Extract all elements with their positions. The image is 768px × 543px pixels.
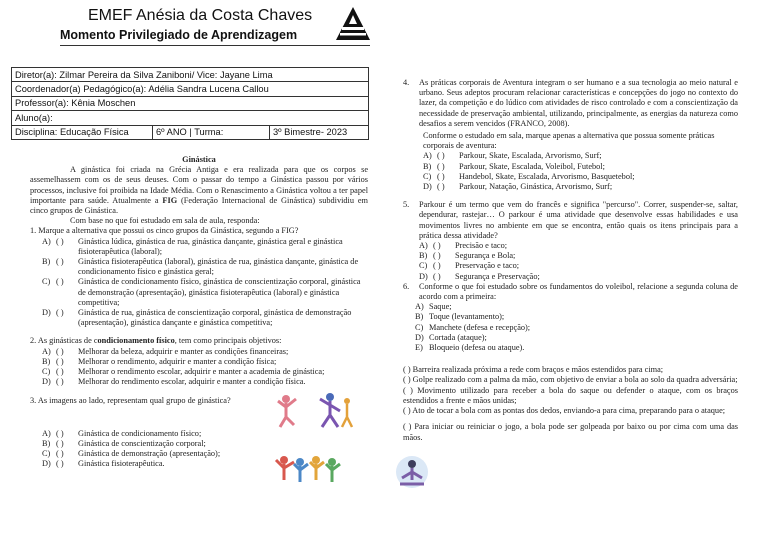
option-letter: C) xyxy=(419,261,428,271)
question-6 xyxy=(403,282,738,302)
option-letter: B) xyxy=(423,161,432,171)
answer-option[interactable] xyxy=(403,302,738,312)
option-letter: D) xyxy=(419,271,428,281)
option-text: Handebol, Skate, Escalada, Arvorismo, Basquetebol; xyxy=(459,171,635,181)
answer-option[interactable] xyxy=(30,429,270,439)
match-item[interactable]: ( ) Movimento utilizado para receber a bola do saque ou defender o ataque, com os braços estendidos a frente e mãos unidas; xyxy=(403,385,738,405)
gymnastics-illustration-top xyxy=(272,387,372,437)
option-letter: C) xyxy=(42,277,51,287)
option-text: Parkour, Natação, Ginástica, Arvorismo, Surf; xyxy=(459,182,613,192)
answer-option[interactable] xyxy=(30,449,270,459)
option-text: Ginástica lúdica, ginástica de rua, ginástica dançante, ginástica geral e ginástica fisioterapêutica (laboral); xyxy=(78,236,343,256)
question-4-prompt: Conforme o estudado em sala, marque apenas a alternativa que possua somente práticas corporais de aventura: xyxy=(423,131,715,151)
director-cell: Diretor(a): Zilmar Pereira da Silva Zaniboni/ Vice: Jayane Lima xyxy=(12,68,369,82)
option-letter: D) xyxy=(42,377,51,387)
gymnastics-illustration-bottom xyxy=(272,450,437,500)
option-checkbox[interactable]: ( ) xyxy=(56,438,64,448)
teacher-cell: Professor(a): Kênia Moschen xyxy=(12,96,369,110)
right-column xyxy=(403,78,738,443)
option-text: Cortada (ataque); xyxy=(429,332,487,342)
option-text: Manchete (defesa e recepção); xyxy=(429,322,531,332)
answer-option[interactable] xyxy=(30,257,368,277)
meditation-figure xyxy=(396,456,428,488)
match-item[interactable]: ( ) Para iniciar ou reiniciar o jogo, a bola pode ser golpeada por baixo ou por cima com uma das mãos. xyxy=(403,422,738,442)
intro-text-1: A ginástica foi criada na Grécia Antiga e era realizada para que os corpos se assemelhassem com os de seus deuses. Com o passar do tempo a Ginástica passou por vários processos, inclusive foi proibida na Idade Média. Com o Renascimento a Ginástica voltou a ter papel importante para saúde. Atualmente a xyxy=(30,165,368,205)
option-checkbox[interactable]: ( ) xyxy=(433,251,441,261)
option-letter: B) xyxy=(419,251,428,261)
question-6-match-list xyxy=(403,365,738,442)
question-2-text-a: 2. As ginásticas de c xyxy=(30,336,98,346)
question-6-items xyxy=(403,302,738,353)
option-checkbox[interactable]: ( ) xyxy=(437,151,445,161)
question-6-text: Conforme o que foi estudado sobre os fundamentos do voleibol, relacione a segunda coluna de acordo com a primeira: xyxy=(419,281,738,302)
question-2-text-b: , tem como principais objetivos: xyxy=(174,336,282,346)
answer-option[interactable] xyxy=(30,277,368,308)
option-letter: C) xyxy=(423,171,432,181)
answer-option[interactable] xyxy=(403,323,738,333)
school-logo-icon xyxy=(334,5,372,43)
term-cell: 3º Bimestre- 2023 xyxy=(270,125,369,139)
option-text: Melhorar da beleza, adquirir e manter as condições financeiras; xyxy=(78,346,289,356)
answer-option[interactable] xyxy=(30,237,368,257)
answer-option[interactable] xyxy=(30,357,340,367)
option-letter: E) xyxy=(415,343,423,353)
base-instruction: Com base no que foi estudado em sala de aula, responda: xyxy=(70,216,260,226)
option-checkbox[interactable]: ( ) xyxy=(56,277,64,287)
option-text: Parkour, Skate, Escalada, Voleibol, Futebol; xyxy=(459,161,605,171)
option-text: Melhorar o rendimento, adquirir e manter a condição física; xyxy=(78,356,277,366)
option-checkbox[interactable]: ( ) xyxy=(56,367,64,377)
option-checkbox[interactable]: ( ) xyxy=(56,459,64,469)
question-1-options xyxy=(30,237,368,329)
option-letter: D) xyxy=(415,332,424,342)
option-letter: A) xyxy=(42,428,51,438)
option-text: Ginástica de demonstração (apresentação); xyxy=(78,449,221,459)
option-text: Ginástica fisioterapêutica (laboral), ginástica de rua, ginástica dançante, ginástica de condicionamento físico e ginástica geral; xyxy=(78,257,359,277)
answer-option[interactable] xyxy=(411,182,738,192)
option-checkbox[interactable]: ( ) xyxy=(433,271,441,281)
option-letter: B) xyxy=(42,257,51,267)
option-letter: B) xyxy=(415,312,424,322)
answer-option[interactable] xyxy=(30,347,340,357)
group-dance-figures xyxy=(276,456,340,482)
match-item[interactable]: ( ) Barreira realizada próxima a rede com braços e mãos estendidos para cima; xyxy=(403,365,664,375)
option-text: Segurança e Preservação; xyxy=(455,271,540,281)
option-letter: A) xyxy=(42,236,51,246)
question-4-number: 4. xyxy=(403,78,410,87)
question-4-options xyxy=(403,151,738,192)
option-text: Ginástica de condicionamento físico; xyxy=(78,428,202,438)
option-letter: B) xyxy=(42,438,51,448)
option-letter: C) xyxy=(42,449,51,459)
intro-text-2: (Federação Internacional de Ginástica) subdividiu em cinco grupos de Ginástica. xyxy=(30,195,368,216)
answer-option[interactable] xyxy=(403,312,738,322)
option-text: Saque; xyxy=(429,302,452,312)
option-checkbox[interactable]: ( ) xyxy=(56,236,64,246)
option-letter: D) xyxy=(42,308,51,318)
option-checkbox[interactable]: ( ) xyxy=(56,356,64,366)
option-text: Melhorar do rendimento escolar, adquirir e manter a condição física. xyxy=(78,377,306,387)
option-text: Precisão e taco; xyxy=(455,241,508,251)
coordinator-cell: Coordenador(a) Pedagógico(a): Adélia Sandra Lucena Callou xyxy=(12,82,369,96)
question-5-text: Parkour é um termo que vem do francês e significa "percurso". Correr, suspender-se, saltar, dependurar, rastejar… O parkour é uma atividade que desenvolve essas habilidades e usa movimentos livres no ambiente em que se encontra, então quais os itens principais para a prática dessa atividade? xyxy=(419,200,738,240)
option-checkbox[interactable]: ( ) xyxy=(433,261,441,271)
question-5-options xyxy=(403,241,738,282)
option-letter: D) xyxy=(423,182,432,192)
answer-option[interactable] xyxy=(411,151,738,161)
answer-option[interactable] xyxy=(30,459,270,469)
answer-option[interactable] xyxy=(30,377,340,387)
answer-option[interactable] xyxy=(30,308,368,328)
option-letter: C) xyxy=(42,367,51,377)
question-3: 3. As imagens ao lado, representam qual grupo de ginástica? xyxy=(30,396,231,406)
option-text: Toque (levantamento); xyxy=(429,312,505,322)
question-5 xyxy=(403,200,738,241)
question-3-options xyxy=(30,429,270,470)
option-letter: A) xyxy=(42,346,51,356)
option-text: Ginástica de conscientização corporal; xyxy=(78,438,206,448)
answer-option[interactable] xyxy=(30,367,340,377)
answer-option[interactable] xyxy=(403,333,738,343)
match-item[interactable]: ( ) Golpe realizado com a palma da mão, com objetivo de enviar a bola ao solo da quadra adversária; xyxy=(403,375,738,385)
question-6-number: 6. xyxy=(403,281,410,291)
option-letter: D) xyxy=(42,459,51,469)
option-letter: C) xyxy=(415,322,424,332)
question-4 xyxy=(403,78,738,129)
option-text: Ginástica de rua, ginástica de conscientização corporal, ginástica de demonstração (apresentação), ginástica dançante e ginástica competitiva; xyxy=(78,308,352,328)
answer-option[interactable] xyxy=(407,272,738,282)
option-checkbox[interactable]: ( ) xyxy=(56,377,64,387)
answer-option[interactable] xyxy=(411,172,738,182)
option-checkbox[interactable]: ( ) xyxy=(56,308,64,318)
question-2-options xyxy=(30,347,340,388)
option-letter: A) xyxy=(419,241,428,251)
discipline-cell: Disciplina: Educação Física xyxy=(12,125,153,139)
answer-option[interactable] xyxy=(403,343,738,353)
option-checkbox[interactable]: ( ) xyxy=(433,241,441,251)
intro-fig: FIG xyxy=(162,195,178,205)
option-checkbox[interactable]: ( ) xyxy=(437,182,445,192)
option-text: Ginástica de condicionamento físico, ginástica de conscientização corporal, ginástica de demonstração (apresentação), ginástica fisioterapêutica (laboral) e ginástica competitiva; xyxy=(78,277,361,307)
option-text: Parkour, Skate, Escalada, Arvorismo, Surf; xyxy=(459,151,602,161)
question-5-number: 5. xyxy=(403,200,410,210)
answer-option[interactable] xyxy=(30,439,270,449)
page-header xyxy=(60,4,370,44)
answer-option[interactable] xyxy=(407,261,738,271)
answer-option[interactable] xyxy=(407,241,738,251)
school-name: EMEF Anésia da Costa Chaves xyxy=(88,7,313,24)
option-text: Melhorar o rendimento escolar, adquirir e manter a academia de ginástica; xyxy=(78,367,325,377)
question-1: 1. Marque a alternativa que possui os cinco grupos da Ginástica, segundo a FIG? xyxy=(30,226,299,236)
info-table xyxy=(11,67,369,140)
question-4-text: As práticas corporais de Aventura integram o ser humano e a sua tecnologia ao meio natural e urbano. Seus adeptos procuram relacionar características e concepções do jogo no contexto do lazer, da competição e do lúdico com atividades de risco controlado e com a conscientização da necessidade de preservação ambiental, utilizando, principalmente, as energias da natureza como desafios a serem vencidos (FRANCO, 2008). xyxy=(419,78,738,128)
moment-title: Momento Privilegiado de Aprendizagem xyxy=(60,28,298,42)
option-letter: A) xyxy=(415,302,424,312)
answer-option[interactable] xyxy=(407,251,738,261)
option-checkbox[interactable]: ( ) xyxy=(437,161,445,171)
option-checkbox[interactable]: ( ) xyxy=(56,346,64,356)
question-2-bold: ondicionamento físico xyxy=(97,336,175,346)
answer-option[interactable] xyxy=(411,162,738,172)
option-text: Preservação e taco; xyxy=(455,261,520,271)
option-text: Ginástica fisioterapêutica. xyxy=(78,459,165,469)
section-title: Ginástica xyxy=(182,155,216,164)
option-letter: B) xyxy=(42,356,51,366)
option-text: Bloqueio (defesa ou ataque). xyxy=(429,343,525,353)
question-2 xyxy=(30,336,368,346)
intro-paragraph xyxy=(30,165,368,216)
option-checkbox[interactable]: ( ) xyxy=(56,257,64,267)
match-item[interactable]: ( ) Ato de tocar a bola com as pontas dos dedos, enviando-a para cima, preparando para o ataque; xyxy=(403,406,726,416)
grade-cell: 6º ANO | Turma: xyxy=(153,125,270,139)
option-letter: A) xyxy=(423,151,432,161)
header-rule xyxy=(60,45,370,46)
option-checkbox[interactable]: ( ) xyxy=(56,449,64,459)
option-checkbox[interactable]: ( ) xyxy=(437,171,445,181)
gymnast-figure-1 xyxy=(278,395,296,427)
student-cell: Aluno(a): xyxy=(12,111,369,125)
option-checkbox[interactable]: ( ) xyxy=(56,428,64,438)
option-text: Segurança e Bola; xyxy=(455,251,516,261)
gymnast-figure-2 xyxy=(320,393,352,427)
